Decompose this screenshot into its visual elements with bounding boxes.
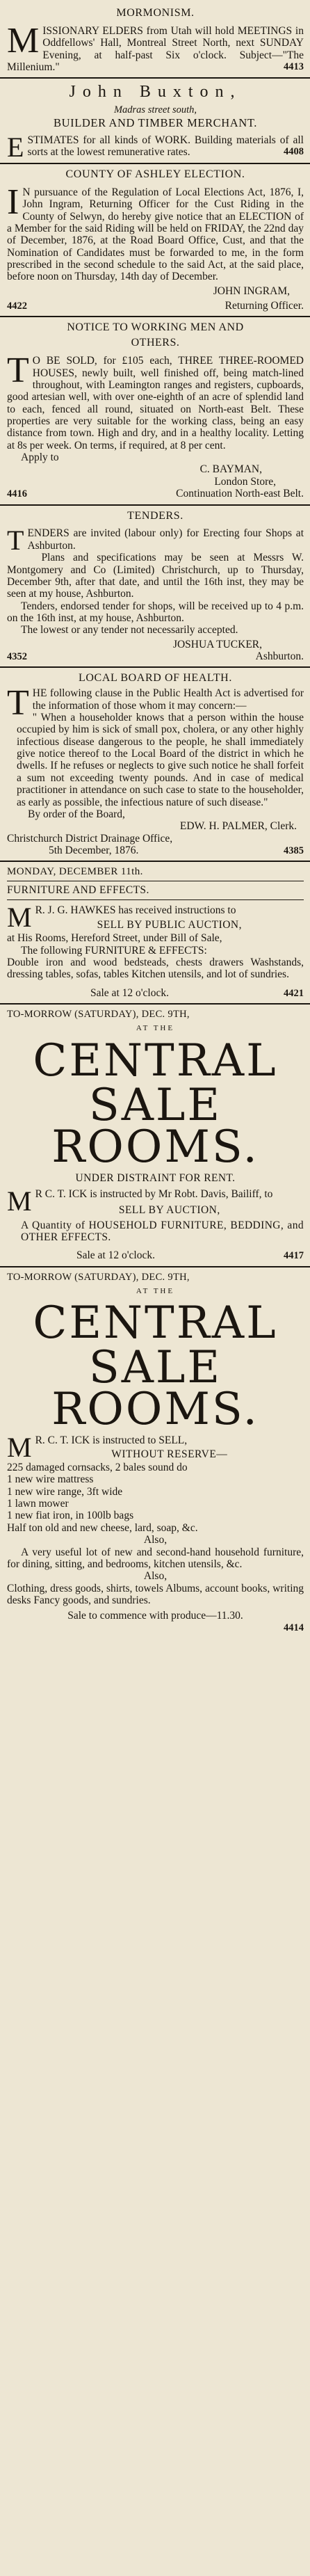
central2-at-the: AT THE [136, 1286, 175, 1295]
health-heading: LOCAL BOARD OF HEALTH. [79, 672, 232, 685]
central2-tomorrow-text: TO-MORROW (SATURDAY), DEC. 9TH, [7, 1271, 190, 1283]
list-item: 1 new wire mattress [7, 1473, 94, 1486]
central1-sale: Sale at 12 o'clock. [76, 1249, 155, 1262]
tenders-signature: JOSHUA TUCKER, [172, 638, 262, 650]
central1-number: 4417 [284, 1250, 304, 1262]
ad-tenders [0, 510, 310, 663]
health-number: 4385 [284, 845, 304, 857]
mormonism-heading: MORMONISM. [116, 7, 195, 19]
central1-tomorrow-text: TO-MORROW (SATURDAY), DEC. 9TH, [7, 1009, 190, 1021]
central1-title-2: SALE ROOMS. [51, 1079, 259, 1173]
ad-central-2 [0, 1272, 310, 1633]
health-body-2: " When a householder knows that a person within the house occupied by him is sick of small pox, cholera, or any other highly infectious disease dangerous to the people, he shall immediately give notice thereof to the Local Board of the district in which he dwells. If he refuses or neglects to give such notice he shall forfeit a sum not exceeding twenty pounds. And in case of medical practitioner in attendance on such case to state to the householder, as early as possible, the infectious nature of such disease." [17, 712, 304, 808]
central1-body-1: R C. T. ICK is instructed by Mr Robt. Davis, Bailiff, to [35, 1187, 273, 1200]
central1-title-1: CENTRAL [33, 1034, 278, 1087]
hawkes-body-2: at His Rooms, Hereford Street, under Bill of Sale, [7, 932, 222, 945]
buxton-trade: BUILDER AND TIMBER MERCHANT. [53, 116, 258, 130]
divider [0, 861, 310, 862]
central1-dropcap: M [7, 1185, 32, 1217]
buxton-dropcap: E [7, 131, 24, 163]
buxton-body: STIMATES for all kinds of WORK. Building materials of all sorts at the lowest remunerative rates. [27, 134, 304, 159]
list-item: 1 new wire range, 3ft wide [7, 1485, 123, 1498]
hawkes-dropcap: M [7, 901, 32, 933]
divider [0, 1003, 310, 1005]
workingmen-body: O BE SOLD, for £105 each, THREE THREE-ROOMED HOUSES, newly built, well finished off, being match-lined throughout, with Leamington ranges and registers, cupboards, good artesian well, with over one-eighth of an acre of splendid land to each, fenced all round, situated on North-east Belt. These properties are very suitable for the working class, being an easy distance from town. High and dry, and in a healthy locality. Letting at 8s per week. On terms, if required, at 8 per cent. [7, 355, 304, 451]
divider [7, 899, 304, 900]
tenders-body-2: Plans and specifications may be seen at Messrs W. Montgomery and Co (Limited) Christchurch, up to Thursday, December 9th, after that date, and until the 16th inst, they may be seen at my house, Ashburton. [7, 552, 304, 600]
workingmen-apply: Apply to [21, 451, 59, 464]
election-dropcap: I [7, 182, 19, 222]
ad-health [0, 672, 310, 856]
health-body-1: HE following clause in the Public Health Act is advertised for the information of those whom it may concern:— [32, 687, 304, 712]
central1-at-the: AT THE [136, 1024, 175, 1033]
central2-also-2: Also, [143, 1570, 168, 1583]
central2-items [7, 1462, 304, 1534]
election-role: Returning Officer. [225, 300, 304, 312]
mormonism-dropcap: M [7, 20, 40, 61]
central2-body-2: A very useful lot of new and second-hand household furniture, for dining, sitting, and bedrooms, kitchen utensils, &c. [7, 1546, 304, 1570]
central2-also-1: Also, [143, 1534, 168, 1546]
mormonism-number: 4413 [284, 61, 304, 72]
workingmen-number: 4416 [7, 488, 27, 500]
tenders-body-4: The lowest or any tender not necessarily accepted. [21, 624, 238, 637]
central2-body-3: Clothing, dress goods, shirts, towels Albums, account books, writing desks Fancy goods, and sundries. [7, 1582, 304, 1606]
hawkes-items: Double iron and wood bedsteads, chests drawers Washstands, dressing tables, sofas, tables Kitchen utensils, and lot of sundries. [7, 956, 304, 981]
buxton-address: Madras street south, [113, 104, 197, 116]
buxton-number: 4408 [284, 146, 304, 158]
central1-body-2: A Quantity of HOUSEHOLD FURNITURE, BEDDING, and OTHER EFFECTS. [21, 1219, 304, 1243]
tenders-body-1: ENDERS are invited (labour only) for Erecting four Shops at Ashburton. [27, 527, 304, 552]
tenders-number: 4352 [7, 651, 27, 663]
tenders-heading: TENDERS. [127, 509, 183, 522]
health-dropcap: T [7, 683, 29, 723]
tenders-dropcap: T [7, 525, 24, 557]
tenders-body-3: Tenders, endorsed tender for shops, will be received up to 4 p.m. on the 16th inst, at my house, Ashburton. [7, 600, 304, 624]
list-item: 1 new fiat iron, in 100lb bags [7, 1510, 134, 1522]
central2-title-2: SALE ROOMS. [51, 1342, 259, 1436]
workingmen-location: Continuation North-east Belt. [176, 488, 304, 500]
central1-sell: SELL BY AUCTION, [118, 1204, 220, 1217]
central2-number: 4414 [284, 1622, 304, 1633]
ad-buxton [0, 83, 310, 163]
hawkes-body-3: The following FURNITURE & EFFECTS: [21, 944, 207, 957]
central2-sale: Sale to commence with produce—11.30. [67, 1610, 243, 1622]
workingmen-heading-1: NOTICE TO WORKING MEN AND [67, 321, 244, 334]
central2-without: WITHOUT RESERVE— [111, 1448, 228, 1460]
divider [0, 1266, 310, 1267]
hawkes-sell: SELL BY PUBLIC AUCTION, [97, 918, 242, 931]
ad-working-men [0, 321, 310, 499]
health-order: By order of the Board, [28, 808, 125, 820]
workingmen-store: London Store, [214, 475, 276, 488]
hawkes-body-1: R. J. G. HAWKES has received instructions to [35, 904, 236, 916]
election-heading: COUNTY OF ASHLEY ELECTION. [65, 168, 245, 180]
list-item: 225 damaged cornsacks, 2 bales sound do [7, 1461, 188, 1473]
election-signature: JOHN INGRAM, [213, 285, 290, 297]
central2-dropcap: M [7, 1432, 32, 1464]
ad-hawkes [0, 866, 310, 999]
hawkes-number: 4421 [284, 987, 304, 999]
election-number: 4422 [7, 301, 27, 312]
tenders-location: Ashburton. [255, 650, 304, 663]
ad-central-1 [0, 1009, 310, 1262]
central1-distraint: UNDER DISTRAINT FOR RENT. [75, 1171, 236, 1184]
list-item: 1 lawn mower [7, 1498, 69, 1510]
mormonism-body: ISSIONARY ELDERS from Utah will hold MEETINGS in Oddfellows' Hall, Montreal Street North, next SUNDAY Evening, at half-past Six o'clock. Subject—"The Millenium." [7, 24, 304, 73]
divider [0, 504, 310, 506]
health-date: 5th December, 1876. [49, 844, 139, 856]
central1-tomorrow [7, 1009, 304, 1020]
hawkes-date: MONDAY, DECEMBER 11th. [7, 866, 143, 878]
divider [0, 666, 310, 668]
workingmen-heading-2: OTHERS. [131, 337, 180, 349]
central2-title-1: CENTRAL [33, 1297, 278, 1350]
workingmen-dropcap: T [7, 351, 29, 391]
election-body: N pursuance of the Regulation of Local Elections Act, 1876, I, John Ingram, Returning Officer for the Cust Riding in the County of Selwyn, do hereby give notice that an ELECTION of a Member for the said Riding will be held on FRIDAY, the 22nd day of December, 1876, at the Road Board Office, Cust, and that the Nomination of Candidates must be forwarded to me, in the form prescribed in the second schedule to the said Act, at the said place, before noon on Thursday, 14th day of December. [7, 186, 304, 283]
list-item: Half ton old and new cheese, lard, soap, &c. [7, 1521, 198, 1534]
divider [0, 77, 310, 79]
health-office: Christchurch District Drainage Office, [7, 832, 173, 845]
hawkes-sale: Sale at 12 o'clock. [90, 986, 169, 999]
hawkes-heading: FURNITURE AND EFFECTS. [7, 884, 149, 897]
central2-body-1: R. C. T. ICK is instructed to SELL, [35, 1434, 188, 1447]
central2-tomorrow [7, 1272, 304, 1283]
workingmen-signature: C. BAYMAN, [199, 463, 262, 476]
divider [0, 163, 310, 164]
ad-election [0, 168, 310, 312]
divider [0, 316, 310, 317]
buxton-name: John Buxton, [69, 83, 242, 102]
health-signature: EDW. H. PALMER, Clerk. [179, 820, 297, 833]
ad-mormonism [0, 7, 310, 73]
